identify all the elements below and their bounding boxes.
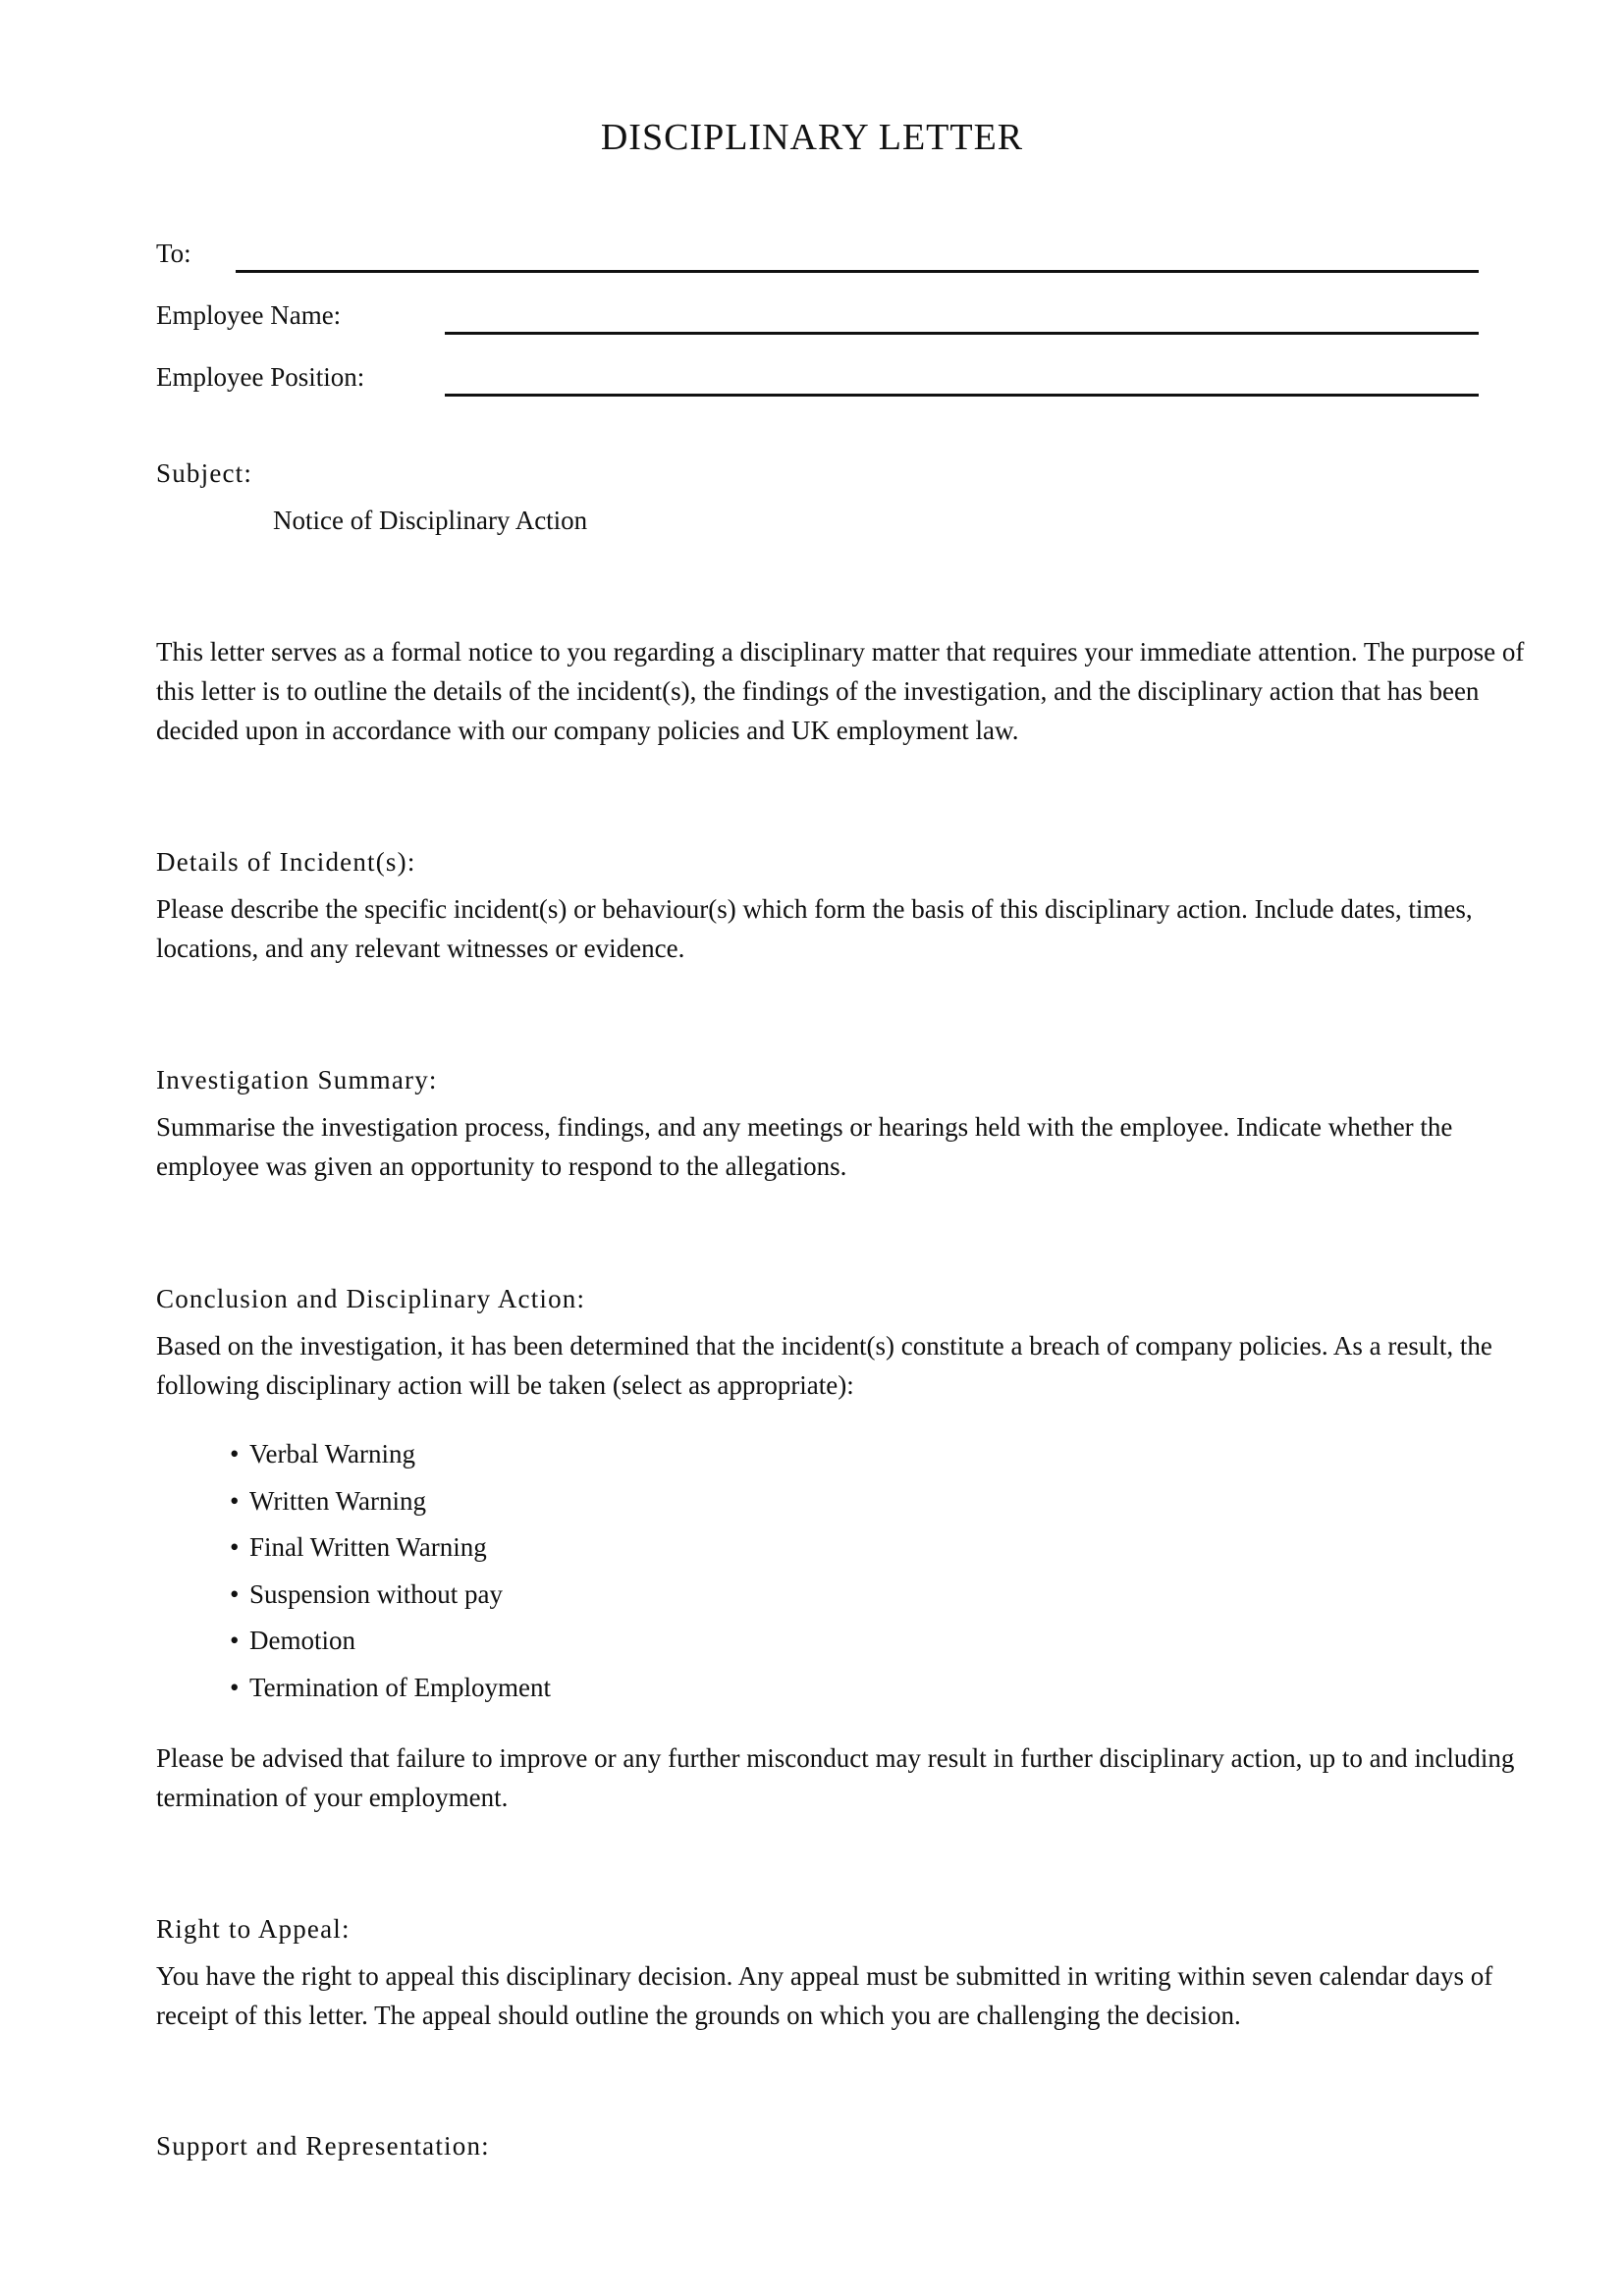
support-heading: Support and Representation: bbox=[156, 2131, 490, 2161]
option-label: Demotion bbox=[249, 1626, 355, 1655]
employee-name-label: Employee Name: bbox=[156, 300, 342, 330]
appeal-body: You have the right to appeal this disciplinary decision. Any appeal must be submitted in writing within seven calendar days of receipt of this letter. The appeal should outline the grounds on which you are challenging the decision. bbox=[156, 1961, 1493, 2030]
bullet-glyph: • bbox=[230, 1578, 240, 1609]
subject-label: Subject: bbox=[156, 458, 253, 488]
conclusion-body: Based on the investigation, it has been determined that the incident(s) constitute a breach of company policies. As a result, the following disciplinary action will be taken (select as appropriate): bbox=[156, 1331, 1492, 1400]
subject-value: Notice of Disciplinary Action bbox=[273, 506, 588, 535]
list-item bbox=[230, 1618, 551, 1665]
bullet-glyph: • bbox=[230, 1439, 240, 1468]
bullet-glyph: • bbox=[230, 1532, 240, 1562]
employee-position-label: Employee Position: bbox=[156, 362, 365, 392]
list-item bbox=[230, 1665, 551, 1712]
option-label: Termination of Employment bbox=[249, 1672, 552, 1702]
conclusion-heading: Conclusion and Disciplinary Action: bbox=[156, 1284, 586, 1313]
incidents-body: Please describe the specific incident(s) or behaviour(s) which form the basis of this disciplinary action. Include dates, times, locations, and any relevant witnesses or evidence. bbox=[156, 894, 1473, 963]
appeal-heading: Right to Appeal: bbox=[156, 1914, 351, 1944]
employee-position-line bbox=[445, 394, 1479, 397]
option-label: Suspension without pay bbox=[249, 1578, 504, 1609]
list-item bbox=[230, 1524, 551, 1572]
document-title: DISCIPLINARY LETTER bbox=[600, 117, 1024, 158]
intro-paragraph: This letter serves as a formal notice to you regarding a disciplinary matter that requires your immediate attention. The purpose of this letter is to outline the details of the incident(s), the findings of the investigation, and the disciplinary action that has been decided upon in accordance with our company policies and UK employment law. bbox=[156, 637, 1525, 745]
option-label: Final Written Warning bbox=[249, 1532, 487, 1562]
employee-name-line bbox=[445, 332, 1479, 335]
list-item bbox=[230, 1478, 551, 1525]
option-label: Verbal Warning bbox=[249, 1439, 416, 1468]
option-label: Written Warning bbox=[249, 1485, 426, 1516]
list-item bbox=[230, 1431, 551, 1478]
incidents-heading: Details of Incident(s): bbox=[156, 847, 416, 877]
advisory-paragraph: Please be advised that failure to improve or any further misconduct may result in further disciplinary action, up to and including termination of your employment. bbox=[156, 1743, 1515, 1812]
disciplinary-options-list bbox=[230, 1431, 551, 1711]
investigation-heading: Investigation Summary: bbox=[156, 1065, 438, 1095]
list-item bbox=[230, 1572, 551, 1619]
to-line bbox=[236, 270, 1479, 273]
bullet-glyph: • bbox=[230, 1672, 240, 1702]
to-label: To: bbox=[156, 239, 191, 268]
bullet-glyph: • bbox=[230, 1485, 240, 1516]
bullet-glyph: • bbox=[230, 1626, 240, 1655]
investigation-body: Summarise the investigation process, findings, and any meetings or hearings held with the employee. Indicate whether the employee was given an opportunity to respond to the allegations. bbox=[156, 1112, 1453, 1181]
